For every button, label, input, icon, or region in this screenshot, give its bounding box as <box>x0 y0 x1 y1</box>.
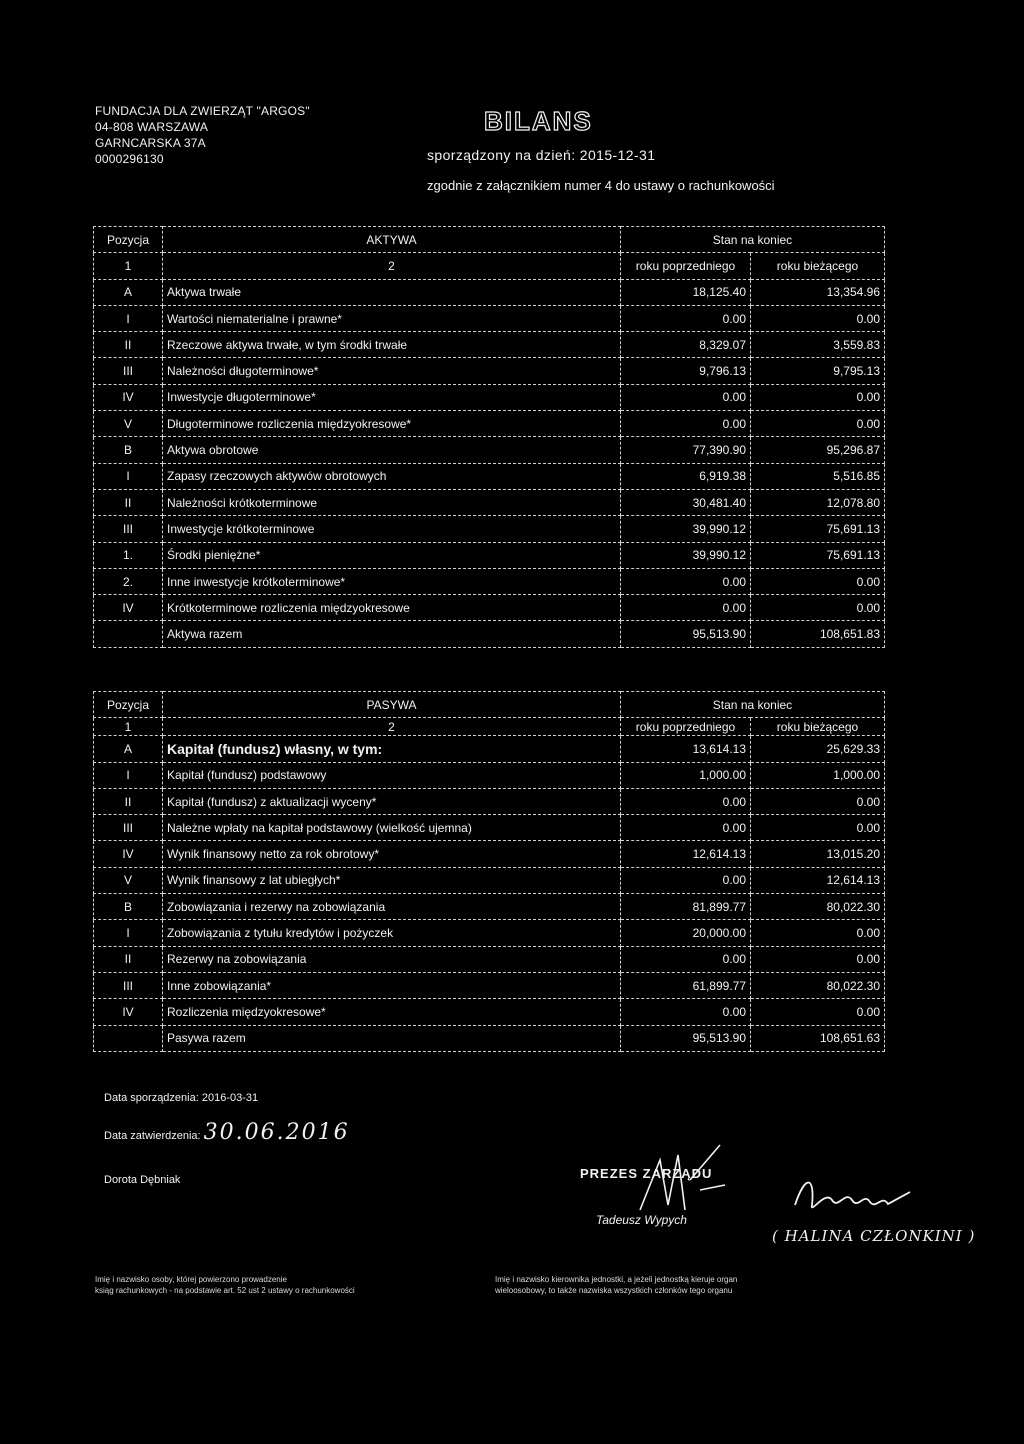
row-previous-value: 0.00 <box>621 788 751 814</box>
row-previous-value: 81,899.77 <box>621 894 751 920</box>
row-position: III <box>94 516 163 542</box>
row-previous-value: 77,390.90 <box>621 437 751 463</box>
row-previous-value: 61,899.77 <box>621 972 751 998</box>
row-current-value: 0.00 <box>751 920 885 946</box>
row-previous-value: 18,125.40 <box>621 279 751 305</box>
table-row <box>94 358 885 384</box>
row-current-value: 108,651.63 <box>751 1025 885 1051</box>
row-current-value: 80,022.30 <box>751 894 885 920</box>
row-previous-value: 9,796.13 <box>621 358 751 384</box>
table-row <box>94 542 885 568</box>
row-previous-value: 0.00 <box>621 815 751 841</box>
table-row <box>94 568 885 594</box>
row-label: Aktywa trwałe <box>163 279 621 305</box>
col-current-year: roku bieżącego <box>751 253 885 279</box>
row-position: 2. <box>94 568 163 594</box>
row-current-value: 12,078.80 <box>751 489 885 515</box>
row-position: V <box>94 411 163 437</box>
row-current-value: 3,559.83 <box>751 332 885 358</box>
table-row <box>94 437 885 463</box>
row-previous-value: 0.00 <box>621 999 751 1025</box>
table-row <box>94 463 885 489</box>
org-id: 0000296130 <box>95 152 164 166</box>
row-current-value: 75,691.13 <box>751 542 885 568</box>
col-index-1: 1 <box>94 253 163 279</box>
date-prepared <box>104 1092 258 1104</box>
row-current-value: 0.00 <box>751 815 885 841</box>
row-position: I <box>94 463 163 489</box>
manager-note <box>495 1274 737 1296</box>
row-previous-value: 39,990.12 <box>621 542 751 568</box>
date-approved <box>104 1120 350 1145</box>
row-label: Zobowiązania z tytułu kredytów i pożyczek <box>163 920 621 946</box>
col-previous-year: roku poprzedniego <box>621 718 751 736</box>
row-label: Środki pieniężne* <box>163 542 621 568</box>
row-current-value: 0.00 <box>751 946 885 972</box>
row-previous-value: 0.00 <box>621 384 751 410</box>
row-previous-value: 30,481.40 <box>621 489 751 515</box>
row-label: Wynik finansowy netto za rok obrotowy* <box>163 841 621 867</box>
col-position-header: Pozycja <box>94 227 163 253</box>
table-row <box>94 384 885 410</box>
row-previous-value: 95,513.90 <box>621 621 751 647</box>
document-title: BILANS <box>484 106 593 136</box>
row-label: Rozliczenia międzyokresowe* <box>163 999 621 1025</box>
row-label: Należności długoterminowe* <box>163 358 621 384</box>
row-label: Rzeczowe aktywa trwałe, w tym środki trwałe <box>163 332 621 358</box>
col-period-header: Stan na koniec <box>621 227 885 253</box>
row-label: Kapitał (fundusz) własny, w tym: <box>163 736 621 762</box>
president-signature-icon <box>630 1140 740 1230</box>
row-previous-value: 20,000.00 <box>621 920 751 946</box>
row-previous-value: 0.00 <box>621 411 751 437</box>
row-current-value: 0.00 <box>751 384 885 410</box>
row-position <box>94 1025 163 1051</box>
board-member-name: Tadeusz Wypych <box>596 1213 687 1227</box>
table-row <box>94 920 885 946</box>
row-position: IV <box>94 999 163 1025</box>
manager-note-line2: wieloosobowy, to także nazwiska wszystkich członków tego organu <box>495 1286 733 1295</box>
row-current-value: 0.00 <box>751 595 885 621</box>
row-current-value: 0.00 <box>751 411 885 437</box>
row-label: Inne inwestycje krótkoterminowe* <box>163 568 621 594</box>
row-previous-value: 95,513.90 <box>621 1025 751 1051</box>
row-position: III <box>94 815 163 841</box>
row-label: Zapasy rzeczowych aktywów obrotowych <box>163 463 621 489</box>
row-label: Aktywa razem <box>163 621 621 647</box>
row-position: III <box>94 358 163 384</box>
row-previous-value: 6,919.38 <box>621 463 751 489</box>
row-previous-value: 8,329.07 <box>621 332 751 358</box>
document-date: sporządzony na dzień: 2015-12-31 <box>427 147 656 163</box>
row-current-value: 9,795.13 <box>751 358 885 384</box>
board-title-stamp: PREZES ZARZĄDU <box>580 1166 713 1181</box>
row-label: Inne zobowiązania* <box>163 972 621 998</box>
row-current-value: 13,015.20 <box>751 841 885 867</box>
row-position: V <box>94 867 163 893</box>
col-current-year: roku bieżącego <box>751 718 885 736</box>
row-previous-value: 0.00 <box>621 867 751 893</box>
col-previous-year: roku poprzedniego <box>621 253 751 279</box>
row-label: Inwestycje krótkoterminowe <box>163 516 621 542</box>
row-previous-value: 39,990.12 <box>621 516 751 542</box>
table-row <box>94 894 885 920</box>
row-position: III <box>94 972 163 998</box>
row-position: I <box>94 762 163 788</box>
row-position: II <box>94 946 163 972</box>
row-previous-value: 0.00 <box>621 305 751 331</box>
row-label: Wynik finansowy z lat ubiegłych* <box>163 867 621 893</box>
assets-table <box>93 226 885 648</box>
table-row <box>94 788 885 814</box>
preparer-name: Dorota Dębniak <box>104 1174 181 1186</box>
assets-header-row <box>94 227 885 253</box>
table-row <box>94 279 885 305</box>
row-previous-value: 13,614.13 <box>621 736 751 762</box>
preparer-note-line1: Imię i nazwisko osoby, której powierzono prowadzenie <box>95 1275 287 1284</box>
table-row <box>94 489 885 515</box>
row-position: II <box>94 332 163 358</box>
row-label: Należne wpłaty na kapitał podstawowy (wielkość ujemna) <box>163 815 621 841</box>
row-current-value: 75,691.13 <box>751 516 885 542</box>
organization-header <box>95 103 310 167</box>
row-position: A <box>94 279 163 305</box>
row-position: II <box>94 788 163 814</box>
date-prepared-value: 2016-03-31 <box>201 1092 259 1104</box>
liabilities-subheader-row <box>94 718 885 736</box>
row-current-value: 1,000.00 <box>751 762 885 788</box>
liabilities-header-row <box>94 692 885 718</box>
preparer-note-line2: ksiąg rachunkowych - na podstawie art. 52 ust 2 ustawy o rachunkowości <box>95 1286 355 1295</box>
row-label: Krótkoterminowe rozliczenia międzyokresowe <box>163 595 621 621</box>
row-current-value: 13,354.96 <box>751 279 885 305</box>
row-previous-value: 0.00 <box>621 946 751 972</box>
board-member-handwritten-name: ( HALINA CZŁONKINI ) <box>772 1227 976 1245</box>
manager-note-line1: Imię i nazwisko kierownika jednostki, a jeżeli jednostką kieruje organ <box>495 1275 738 1284</box>
row-previous-value: 12,614.13 <box>621 841 751 867</box>
row-position: B <box>94 437 163 463</box>
row-position: I <box>94 920 163 946</box>
row-label: Należności krótkoterminowe <box>163 489 621 515</box>
assets-subheader-row <box>94 253 885 279</box>
org-street: GARNCARSKA 37A <box>95 136 206 150</box>
row-current-value: 0.00 <box>751 568 885 594</box>
col-index-2: 2 <box>163 718 621 736</box>
date-approved-label: Data zatwierdzenia: <box>104 1130 201 1142</box>
row-current-value: 25,629.33 <box>751 736 885 762</box>
table-row <box>94 841 885 867</box>
table-row <box>94 999 885 1025</box>
row-position: IV <box>94 841 163 867</box>
row-current-value: 0.00 <box>751 305 885 331</box>
table-row <box>94 411 885 437</box>
row-position: I <box>94 305 163 331</box>
col-position-header: Pozycja <box>94 692 163 718</box>
board-member-signature-icon <box>790 1170 920 1230</box>
row-label: Kapitał (fundusz) podstawowy <box>163 762 621 788</box>
row-label: Długoterminowe rozliczenia międzyokresowe* <box>163 411 621 437</box>
row-position: B <box>94 894 163 920</box>
row-position <box>94 621 163 647</box>
row-label: Zobowiązania i rezerwy na zobowiązania <box>163 894 621 920</box>
row-label: Pasywa razem <box>163 1025 621 1051</box>
row-current-value: 0.00 <box>751 999 885 1025</box>
liabilities-table <box>93 691 885 1052</box>
date-prepared-label: Data sporządzenia: <box>104 1092 199 1104</box>
row-current-value: 5,516.85 <box>751 463 885 489</box>
row-current-value: 80,022.30 <box>751 972 885 998</box>
row-position: IV <box>94 595 163 621</box>
preparer-note <box>95 1274 355 1296</box>
table-row <box>94 621 885 647</box>
table-row <box>94 595 885 621</box>
table-row <box>94 516 885 542</box>
table-row <box>94 972 885 998</box>
col-index-2: 2 <box>163 253 621 279</box>
table-row <box>94 1025 885 1051</box>
table-row <box>94 305 885 331</box>
col-period-header: Stan na koniec <box>621 692 885 718</box>
row-position: 1. <box>94 542 163 568</box>
table-row <box>94 736 885 762</box>
row-previous-value: 0.00 <box>621 595 751 621</box>
row-position: II <box>94 489 163 515</box>
row-current-value: 108,651.83 <box>751 621 885 647</box>
row-position: IV <box>94 384 163 410</box>
col-index-1: 1 <box>94 718 163 736</box>
table-row <box>94 867 885 893</box>
org-name: FUNDACJA DLA ZWIERZĄT "ARGOS" <box>95 104 310 118</box>
row-label: Kapitał (fundusz) z aktualizacji wyceny* <box>163 788 621 814</box>
legal-note: zgodnie z załącznikiem numer 4 do ustawy o rachunkowości <box>427 178 775 193</box>
row-label: Wartości niematerialne i prawne* <box>163 305 621 331</box>
table-row <box>94 946 885 972</box>
row-previous-value: 1,000.00 <box>621 762 751 788</box>
date-approved-handwritten: 30.06.2016 <box>203 1120 350 1145</box>
org-city: 04-808 WARSZAWA <box>95 120 209 134</box>
row-current-value: 12,614.13 <box>751 867 885 893</box>
table-row <box>94 815 885 841</box>
row-current-value: 95,296.87 <box>751 437 885 463</box>
row-label: Inwestycje długoterminowe* <box>163 384 621 410</box>
section-header-liabilities: PASYWA <box>163 692 621 718</box>
row-label: Rezerwy na zobowiązania <box>163 946 621 972</box>
table-row <box>94 762 885 788</box>
row-previous-value: 0.00 <box>621 568 751 594</box>
row-label: Aktywa obrotowe <box>163 437 621 463</box>
row-position: A <box>94 736 163 762</box>
row-current-value: 0.00 <box>751 788 885 814</box>
section-header-assets: AKTYWA <box>163 227 621 253</box>
table-row <box>94 332 885 358</box>
